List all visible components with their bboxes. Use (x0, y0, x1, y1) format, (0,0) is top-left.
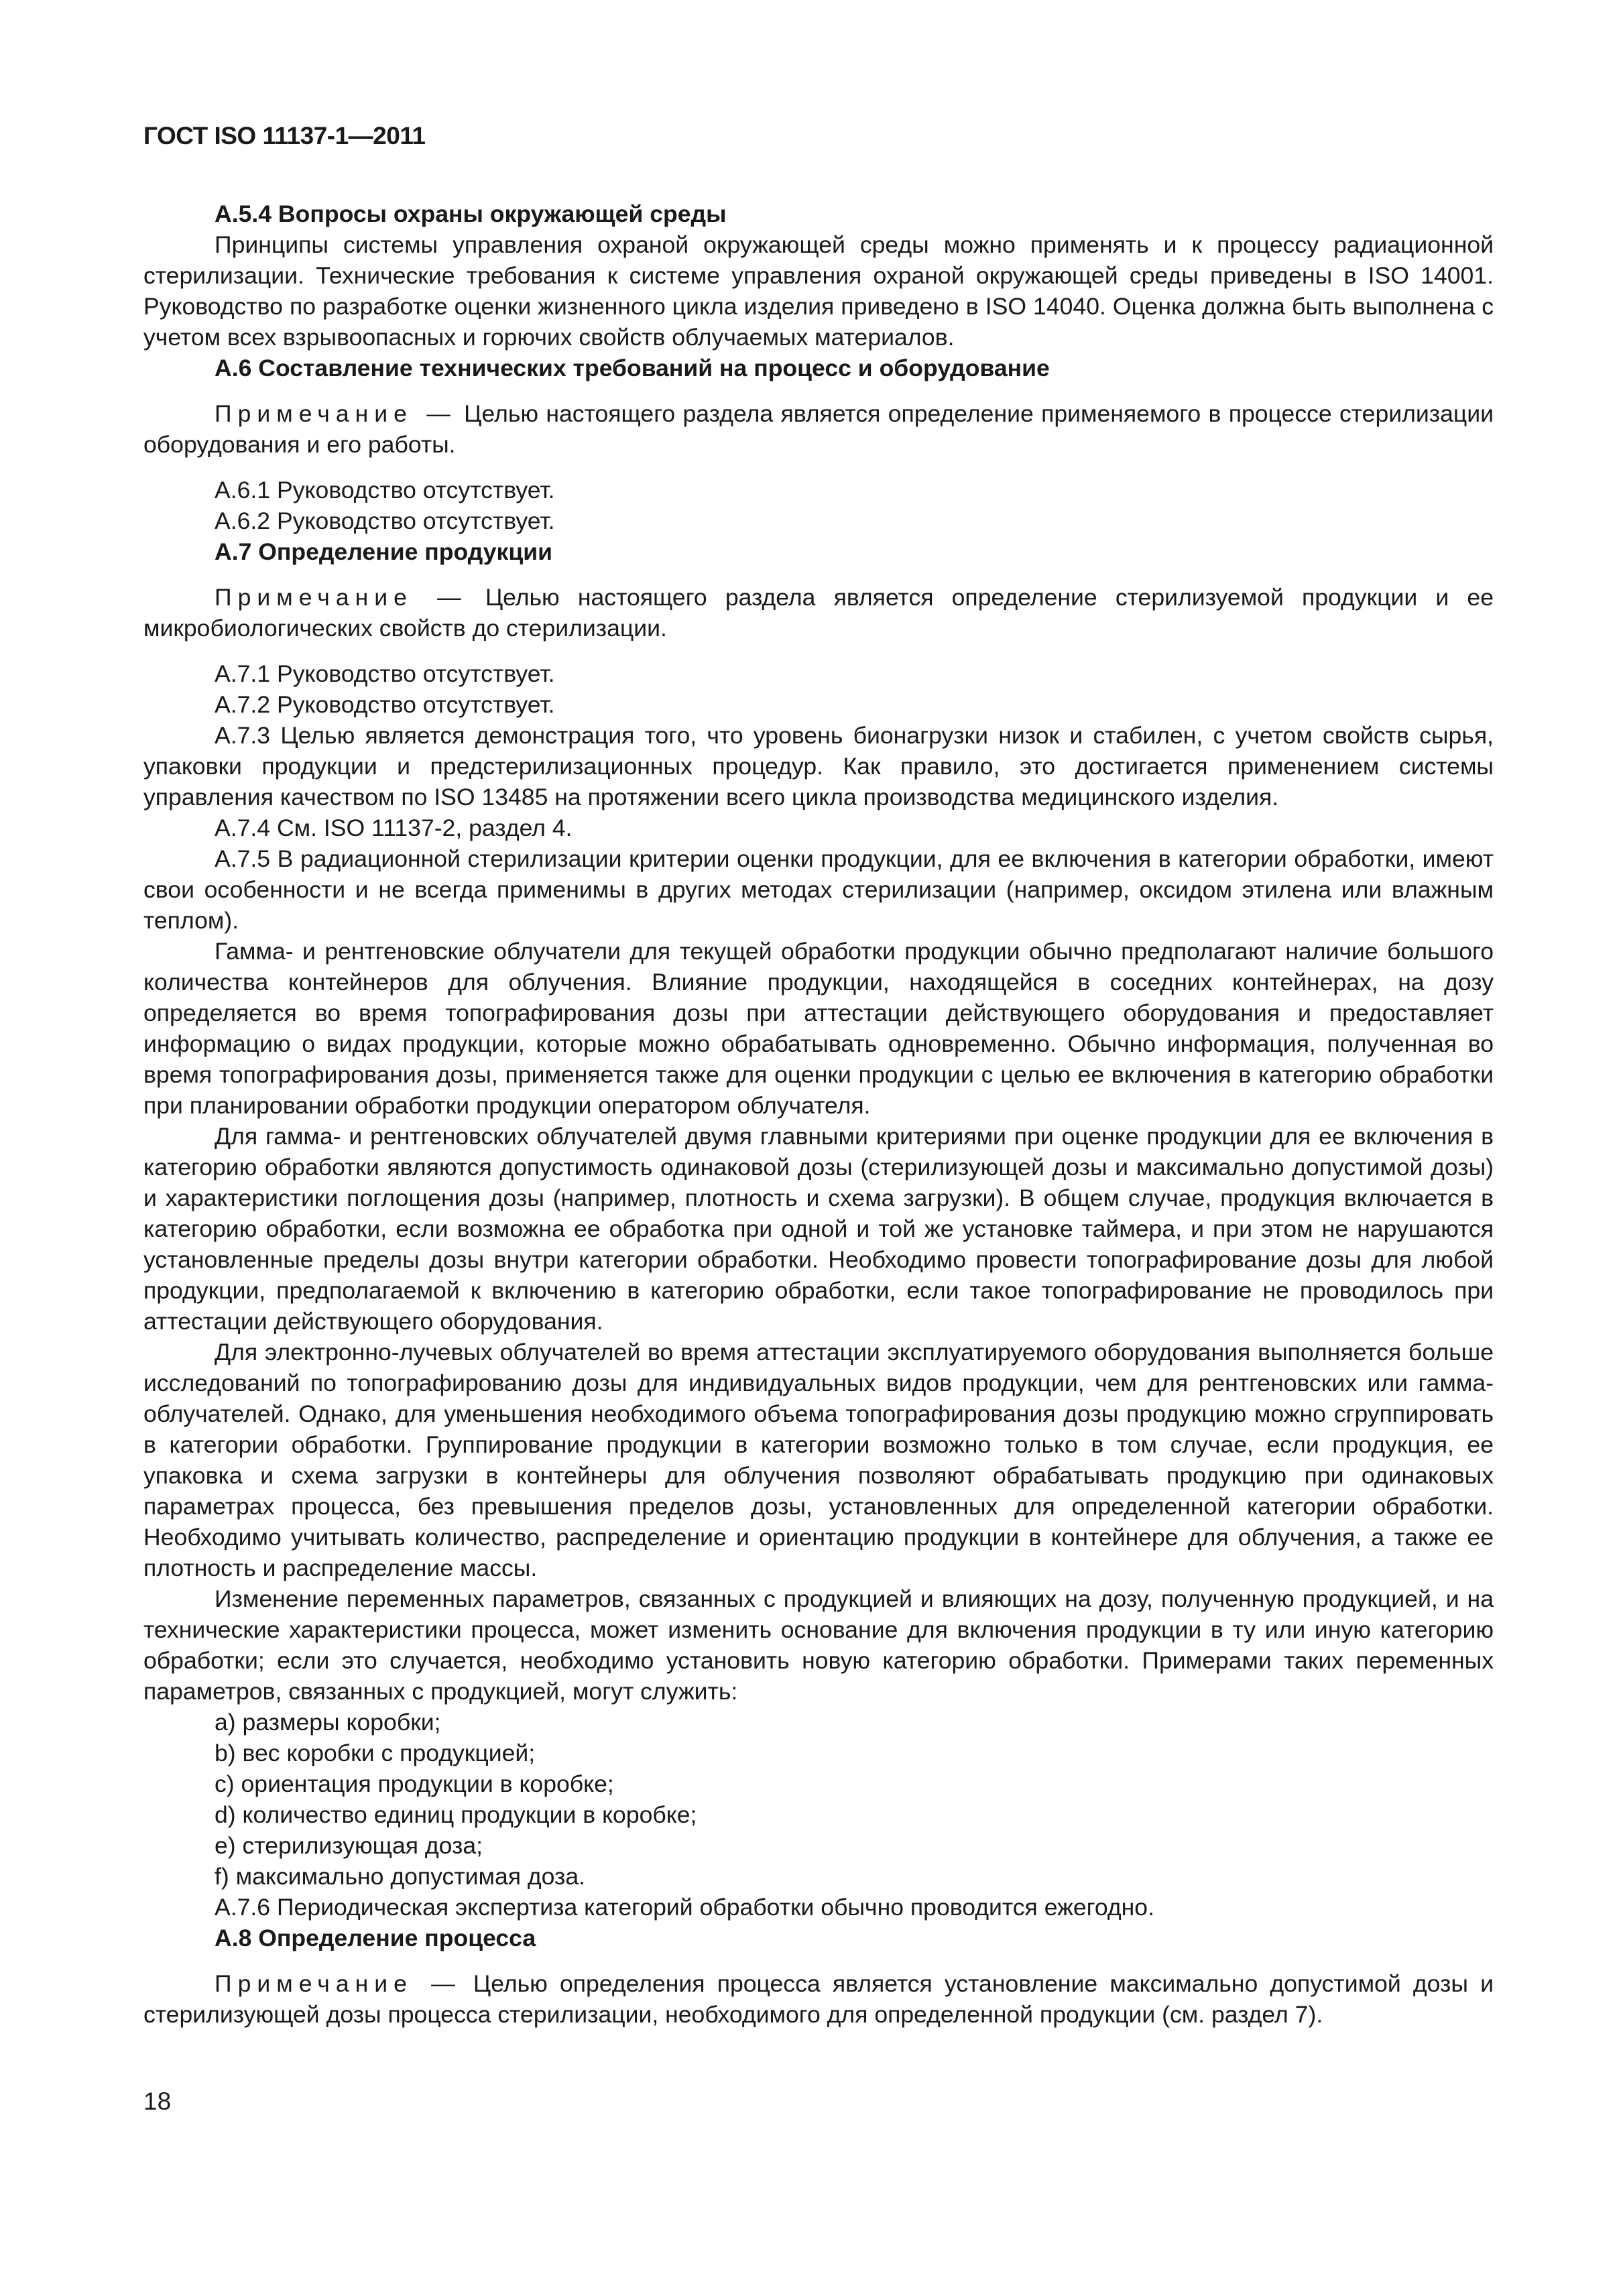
document-header: ГОСТ ISO 11137-1—2011 (143, 122, 426, 149)
paragraph: Гамма- и рентгеновские облучатели для текущей обработки продукции обычно предполагают наличие большого количества контейнеров для облучения. Влияние продукции, находящейся в соседних контейнерах, на дозу определяется во время топографирования дозы при аттестации действующего оборудования и предоставляет информацию о видах продукции, которые можно обрабатывать одновременно. Обычно информация, полученная во время топографирования дозы, применяется также для оценки продукции с целью ее включения в категорию обработки при планировании обработки продукции оператором облучателя. (143, 938, 1494, 1119)
paragraph: А.6.1 Руководство отсутствует. (215, 477, 555, 503)
list-item: a) размеры коробки; (215, 1709, 441, 1736)
note-paragraph (143, 582, 1494, 644)
document-body (143, 198, 1494, 2045)
list-item: b) вес коробки с продукцией; (215, 1740, 536, 1766)
paragraph: А.6.2 Руководство отсутствует. (215, 507, 555, 534)
paragraph: Принципы системы управления охраной окружающей среды можно применять и к процессу радиационной стерилизации. Технические требования к системе управления охраной окружающей среды приведены в ISO 14001. Руководство по разработке оценки жизненного цикла изделия приведено в ISO 14040. Оценка должна быть выполнена с учетом всех взрывоопасных и горючих свойств облучаемых материалов. (143, 231, 1494, 351)
section-heading-a8: А.8 Определение процесса (215, 1925, 536, 1951)
list-item: d) количество единиц продукции в коробке; (215, 1801, 697, 1828)
list-item: f) максимально допустимая доза. (215, 1863, 586, 1890)
note-text: Целью настоящего раздела является определение стерилизуемой продукции и ее микробиологических свойств до стерилизации. (143, 584, 1494, 642)
list-item: e) стерилизующая доза; (215, 1832, 483, 1859)
paragraph: А.7.5 В радиационной стерилизации критерии оценки продукции, для ее включения в категории обработки, имеют свои особенности и не всегда применимы в других методах стерилизации (например, оксидом этилена или влажным теплом). (143, 845, 1494, 934)
note-paragraph (143, 398, 1494, 460)
paragraph: Изменение переменных параметров, связанных с продукцией и влияющих на дозу, полученную продукцией, и на технические характеристики процесса, может изменить основание для включения продукции в ту или иную категорию обработки; если это случается, необходимо установить новую категорию обработки. Примерами таких переменных параметров, связанных с продукцией, могут служить: (143, 1585, 1494, 1705)
note-text: Целью определения процесса является установление максимально допустимой дозы и стерилизующей дозы процесса стерилизации, необходимого для определенной продукции (см. раздел 7). (143, 1970, 1494, 2028)
note-label: Примечание — (215, 1970, 461, 1997)
paragraph: А.7.3 Целью является демонстрация того, что уровень бионагрузки низок и стабилен, с учетом свойств сырья, упаковки продукции и предстерилизационных процедур. Как правило, это достигается применением системы управления качеством по ISO 13485 на протяжении всего цикла производства медицинского изделия. (143, 722, 1494, 810)
section-heading-a54: А.5.4 Вопросы охраны окружающей среды (215, 200, 727, 227)
note-label: Примечание — (215, 584, 467, 611)
paragraph: А.7.4 См. ISO 11137-2, раздел 4. (215, 814, 573, 841)
list-item: c) ориентация продукции в коробке; (215, 1770, 614, 1797)
section-heading-a6: А.6 Составление технических требований на процесс и оборудование (215, 355, 1050, 381)
page-number: 18 (143, 2088, 172, 2115)
note-paragraph (143, 1968, 1494, 2030)
note-label: Примечание — (215, 400, 457, 427)
paragraph: Для гамма- и рентгеновских облучателей двумя главными критериями при оценке продукции для ее включения в категорию обработки являются допустимость одинаковой дозы (стерилизующей дозы и максимально допустимой дозы) и характеристики поглощения дозы (например, плотность и схема загрузки). В общем случае, продукция включается в категорию обработки, если возможна ее обработка при одной и той же установке таймера, и при этом не нарушаются установленные пределы дозы внутри категории обработки. Необходимо провести топографирование дозы для любой продукции, предполагаемой к включению в категорию обработки, если такое топографирование не проводилось при аттестации действующего оборудования. (143, 1123, 1494, 1335)
section-heading-a7: А.7 Определение продукции (215, 538, 552, 565)
note-text: Целью настоящего раздела является определение применяемого в процессе стерилизации оборудования и его работы. (143, 400, 1494, 458)
paragraph: А.7.2 Руководство отсутствует. (215, 691, 555, 718)
paragraph: А.7.1 Руководство отсутствует. (215, 660, 555, 687)
paragraph: А.7.6 Периодическая экспертиза категорий обработки обычно проводится ежегодно. (215, 1894, 1154, 1921)
paragraph: Для электронно-лучевых облучателей во время аттестации эксплуатируемого оборудования выполняется больше исследований по топографированию дозы для индивидуальных видов продукции, чем для рентгеновских или гамма-облучателей. Однако, для уменьшения необходимого объема топографирования дозы продукцию можно сгруппировать в категории обработки. Группирование продукции в категории возможно только в том случае, если продукция, ее упаковка и схема загрузки в контейнеры для облучения позволяют обрабатывать продукцию при одинаковых параметрах процесса, без превышения пределов дозы, установленных для определенной категории обработки. Необходимо учитывать количество, распределение и ориентацию продукции в контейнере для облучения, а также ее плотность и распределение массы. (143, 1339, 1494, 1581)
